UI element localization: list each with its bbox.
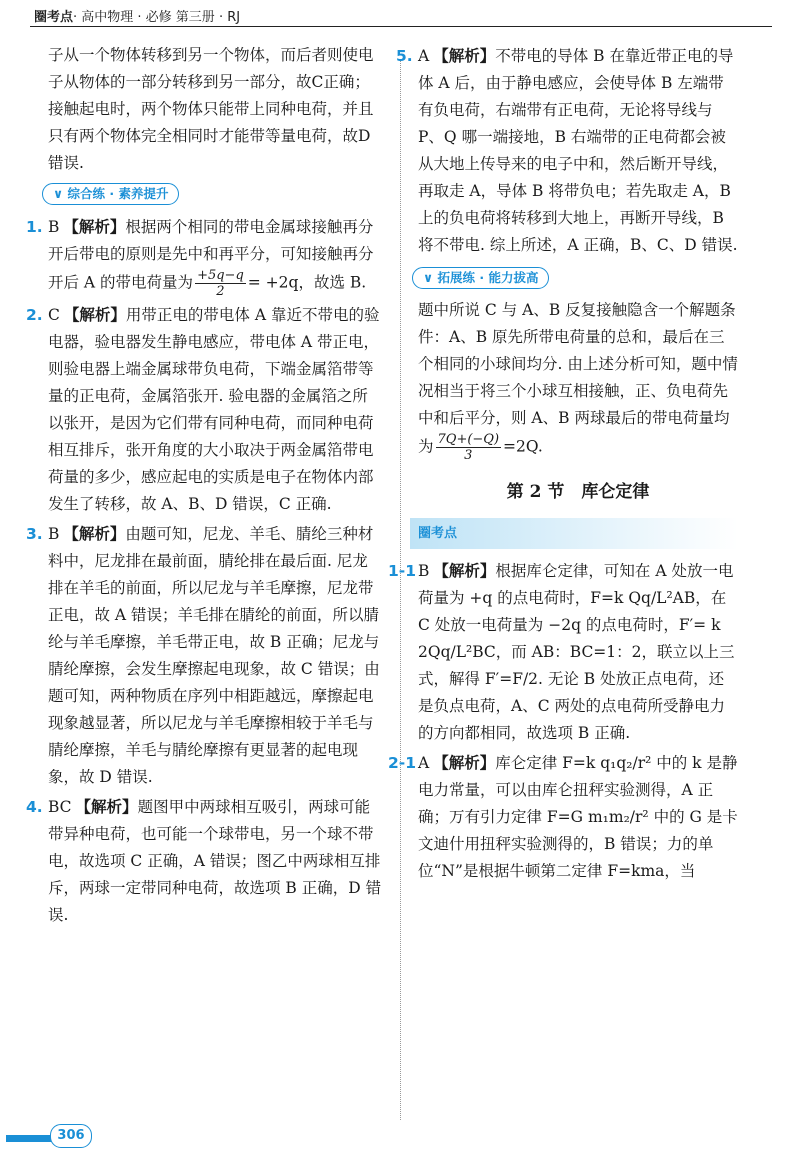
analysis-tag: 【解析】 xyxy=(433,561,496,580)
item-number: 1-1 xyxy=(388,562,417,580)
answer-text: 用带正电的带电体 A 靠近不带电的验电器，验电器发生静电感应，带电体 A 带正电，则验电器上端金属球带负电荷，下端金属箔带等量的正电荷，金属箔张开. 验电器的金属箔之所以张开，是因为它们带有同种电荷，而同种电荷相互排斥，张开角度的大小取决于两金属箔带电荷量的多少，感应起电的实质是电子在物体内部发生了转移，故 A、B、D 错误，C 正确. xyxy=(48,306,380,513)
analysis-tag: 【解析】 xyxy=(63,524,126,543)
answer-choice: BC xyxy=(48,798,72,816)
header-rule xyxy=(30,26,772,27)
page-number: 306 xyxy=(50,1124,92,1148)
fraction xyxy=(436,432,502,463)
answer-choice: C xyxy=(48,306,60,324)
running-header xyxy=(34,6,240,25)
analysis-tag: 【解析】 xyxy=(75,797,138,816)
answer-text: 根据库仑定律，可知在 A 处放一电荷量为 +q 的点电荷时，F=k Qq/L²AB，在 C 处放一电荷量为 −2q 的点电荷时，F′= k 2Qq/L²BC，而 AB：BC=1：2，联立以上三式，解得 F′=F/2. 无论 B 处放正点电荷，还是负点电荷，A、C 两处的点电荷所受静电力的方向都相同，故选项 B 正确. xyxy=(418,562,735,742)
right-column xyxy=(388,42,738,887)
section-title: 第 2 节 库仑定律 xyxy=(506,482,650,502)
section-banner-extension: ∨ 拓展练 · 能力拔高 xyxy=(412,267,549,289)
item-number: 1. xyxy=(26,218,43,236)
fraction-numerator: +5q−q xyxy=(197,268,244,283)
answer-text: 题图甲中两球相互吸引，两球可能带异种电荷，也可能一个球带电，另一个球不带电，故选项 C 正确，A 错误；图乙中两球相互排斥，两球一定带同种电荷，故选项 B 正确，D 错误. xyxy=(48,798,382,924)
answer-1 xyxy=(26,213,383,299)
answer-choice: A xyxy=(418,47,430,65)
extension-text-end: =2Q. xyxy=(503,437,543,456)
answer-choice: B xyxy=(48,218,60,236)
item-number: 3. xyxy=(26,525,43,543)
header-subject: · 高中物理 · 必修 第三册 · RJ xyxy=(73,10,241,25)
answer-choice: B xyxy=(48,525,60,543)
answer-text: 库仑定律 F=k q₁q₂/r² 中的 k 是静电力常量，可以由库仑扭秤实验测得，A 正确；万有引力定律 F=G m₁m₂/r² 中的 G 是卡文迪什用扭秤实验测得的，B 错误；力的单位“N”是根据牛顿第二定律 F=kma，当 xyxy=(418,754,738,880)
answer-text: 根据两个相同的带电金属球接触再分开后带电的原则是先中和再平分，可知接触再分开后 A 的带电荷量为 xyxy=(48,218,374,292)
item-number: 2-1 xyxy=(388,754,417,772)
answer-choice: B xyxy=(418,562,430,580)
kaodian-banner: 圈考点 xyxy=(410,518,738,549)
extension-paragraph xyxy=(418,297,738,463)
answer-2-1 xyxy=(388,749,738,885)
header-brand: 圈考点 xyxy=(34,10,74,25)
answer-3 xyxy=(26,520,383,791)
analysis-tag: 【解析】 xyxy=(63,217,126,236)
fraction-denominator: 3 xyxy=(464,448,473,463)
answer-text-end: = +2q，故选 B. xyxy=(247,273,367,292)
answer-4 xyxy=(26,793,383,929)
answer-choice: A xyxy=(418,754,430,772)
analysis-tag: 【解析】 xyxy=(433,46,496,65)
analysis-tag: 【解析】 xyxy=(433,753,496,772)
item-number: 2. xyxy=(26,306,43,324)
answer-2 xyxy=(26,301,383,518)
item-number: 5. xyxy=(396,47,413,65)
answer-text: 由题可知，尼龙、羊毛、腈纶三种材料中，尼龙排在最前面，腈纶排在最后面. 尼龙排在羊毛的前面，所以尼龙与羊毛摩擦，尼龙带正电，故 A 错误；羊毛排在腈纶的前面，所以腈纶与羊毛摩擦，羊毛带正电，故 B 正确；尼龙与腈纶摩擦，会发生摩擦起电现象，故 C 错误；由题可知，两种物质在序列中相距越远，摩擦起电现象越显著，所以尼龙与羊毛摩擦相较于羊毛与腈纶摩擦，羊毛与腈纶摩擦有更显著的起电现象，故 D 错误. xyxy=(48,525,380,786)
item-number: 4. xyxy=(26,798,43,816)
answer-1-1 xyxy=(388,557,738,747)
fraction-denominator: 2 xyxy=(216,284,225,299)
fraction-numerator: 7Q+(−Q) xyxy=(437,432,500,447)
continued-paragraph: 子从一个物体转移到另一个物体，而后者则使电子从物体的一部分转移到另一部分，故C正确；接触起电时，两个物体只能带上同种电荷，并且只有两个物体完全相同时才能带等量电荷，故D错误. xyxy=(48,46,374,172)
column-divider xyxy=(400,60,401,1120)
answer-5 xyxy=(396,42,738,259)
left-column xyxy=(26,42,383,931)
section-banner-comprehensive: ∨ 综合练 · 素养提升 xyxy=(42,183,179,205)
extension-text: 题中所说 C 与 A、B 反复接触隐含一个解题条件：A、B 原先所带电荷量的总和，最后在三个相同的小球间均分. 由上述分析可知，题中情况相当于将三个小球互相接触，正、负电荷先中和后平分，则 A、B 两球最后的带电荷量均为 xyxy=(418,301,738,456)
fraction xyxy=(195,268,246,299)
answer-text: 不带电的导体 B 在靠近带正电的导体 A 后，由于静电感应，会使导体 B 左端带有负电荷，右端带有正电荷，无论将导线与 P、Q 哪一端接地，B 右端带的正电荷都会被从大地上传导来的电子中和，然后断开导线，再取走 A，导体 B 将带负电；若先取走 A，B 上的负电荷将转移到大地上，再断开导线，B 将不带电. 综上所述，A 正确，B、C、D 错误. xyxy=(418,47,738,254)
analysis-tag: 【解析】 xyxy=(63,305,126,324)
page-number-badge xyxy=(6,1124,86,1146)
